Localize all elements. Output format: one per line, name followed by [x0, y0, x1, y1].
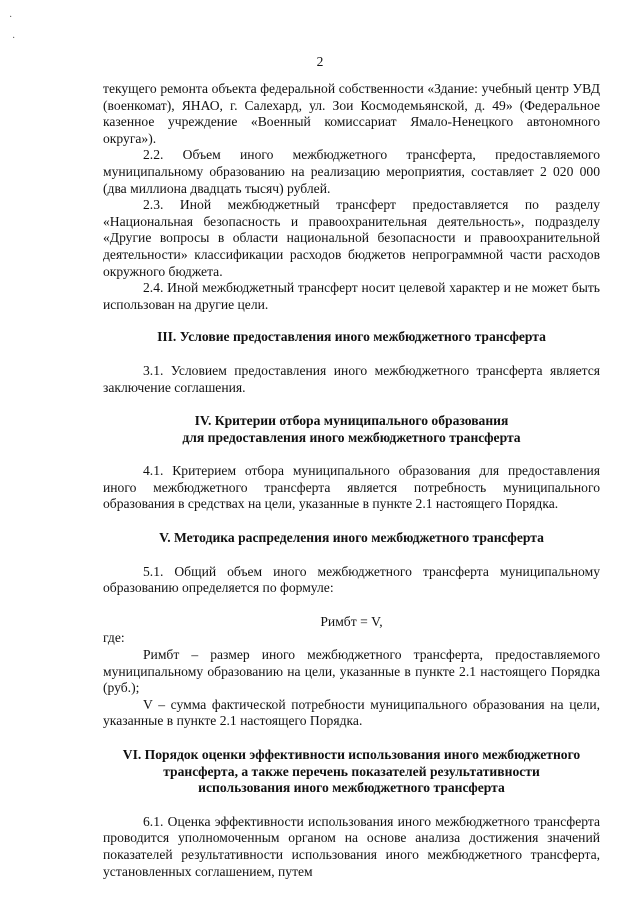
section-heading-6-line1: VI. Порядок оценки эффективности использования иного межбюджетного — [122, 747, 581, 762]
definition-rimbt: Римбт – размер иного межбюджетного трансферта, предоставляемого муниципальному образованию на цели, указанные в пункте 2.1 настоящего Порядка (руб.); — [103, 647, 600, 696]
paragraph-6-1: 6.1. Оценка эффективности использования иного межбюджетного трансферта проводится уполномоченным органом на основе анализа достижения значений показателей результативности использования иного межбюджетного трансферта, установленных соглашением, путем — [103, 813, 600, 879]
paragraph-3-1: 3.1. Условием предоставления иного межбюджетного трансферта является заключение соглашения. — [103, 362, 600, 395]
definition-v: V – сумма фактической потребности муниципального образования на цели, указанные в пункте 2.1 настоящего Порядка. — [103, 696, 600, 729]
paragraph-2-3: 2.3. Иной межбюджетный трансферт предоставляется по разделу «Национальная безопасность и правоохранительная деятельность», подразделу «Другие вопросы в области национальной безопасности и правоохранительной деятельности» классификации расходов бюджетов непрограммной части расходов окружного бюджета. — [103, 197, 600, 279]
paragraph-continued: текущего ремонта объекта федеральной собственности «Здание: учебный центр УВД (военкомат), ЯНАО, г. Салехард, ул. Зои Космодемьянской, д. 49» (Федеральное казенное учреждение «Военный комиссариат Ямало-Ненецкого автономного округа»). — [103, 81, 600, 146]
page-number: 2 — [316, 54, 324, 69]
where-label: где: — [103, 630, 125, 646]
section-heading-6-line3: использования иного межбюджетного трансферта — [198, 780, 505, 796]
scan-mark: · — [9, 12, 13, 23]
scan-mark: · — [12, 33, 16, 44]
section-heading-3: III. Условие предоставления иного межбюджетного трансферта — [157, 329, 546, 345]
paragraph-2-4: 2.4. Иной межбюджетный трансферт носит целевой характер и не может быть использован на другие цели. — [103, 280, 600, 312]
paragraph-2-2: 2.2. Объем иного межбюджетного трансферта, предоставляемого муниципальному образованию на реализацию мероприятия, составляет 2 020 000 (два миллиона двадцать тысяч) рублей. — [103, 147, 600, 196]
formula: Римбт = V, — [320, 613, 383, 629]
section-heading-5: V. Методика распределения иного межбюджетного трансферта — [159, 530, 544, 546]
document-body — [103, 81, 600, 880]
paragraph-4-1: 4.1. Критерием отбора муниципального образования для предоставления иного межбюджетного трансферта является потребность муниципального образования в средствах на цели, указанные в пункте 2.1 настоящего Порядка. — [103, 463, 600, 512]
section-heading-4-line1: IV. Критерии отбора муниципального образования — [194, 413, 509, 429]
paragraph-5-1: 5.1. Общий объем иного межбюджетного трансферта муниципальному образованию определяется по формуле: — [103, 563, 600, 596]
section-heading-6-line2: трансферта, а также перечень показателей результативности — [163, 763, 540, 779]
section-heading-4-line2: для предоставления иного межбюджетного трансферта — [182, 429, 521, 445]
